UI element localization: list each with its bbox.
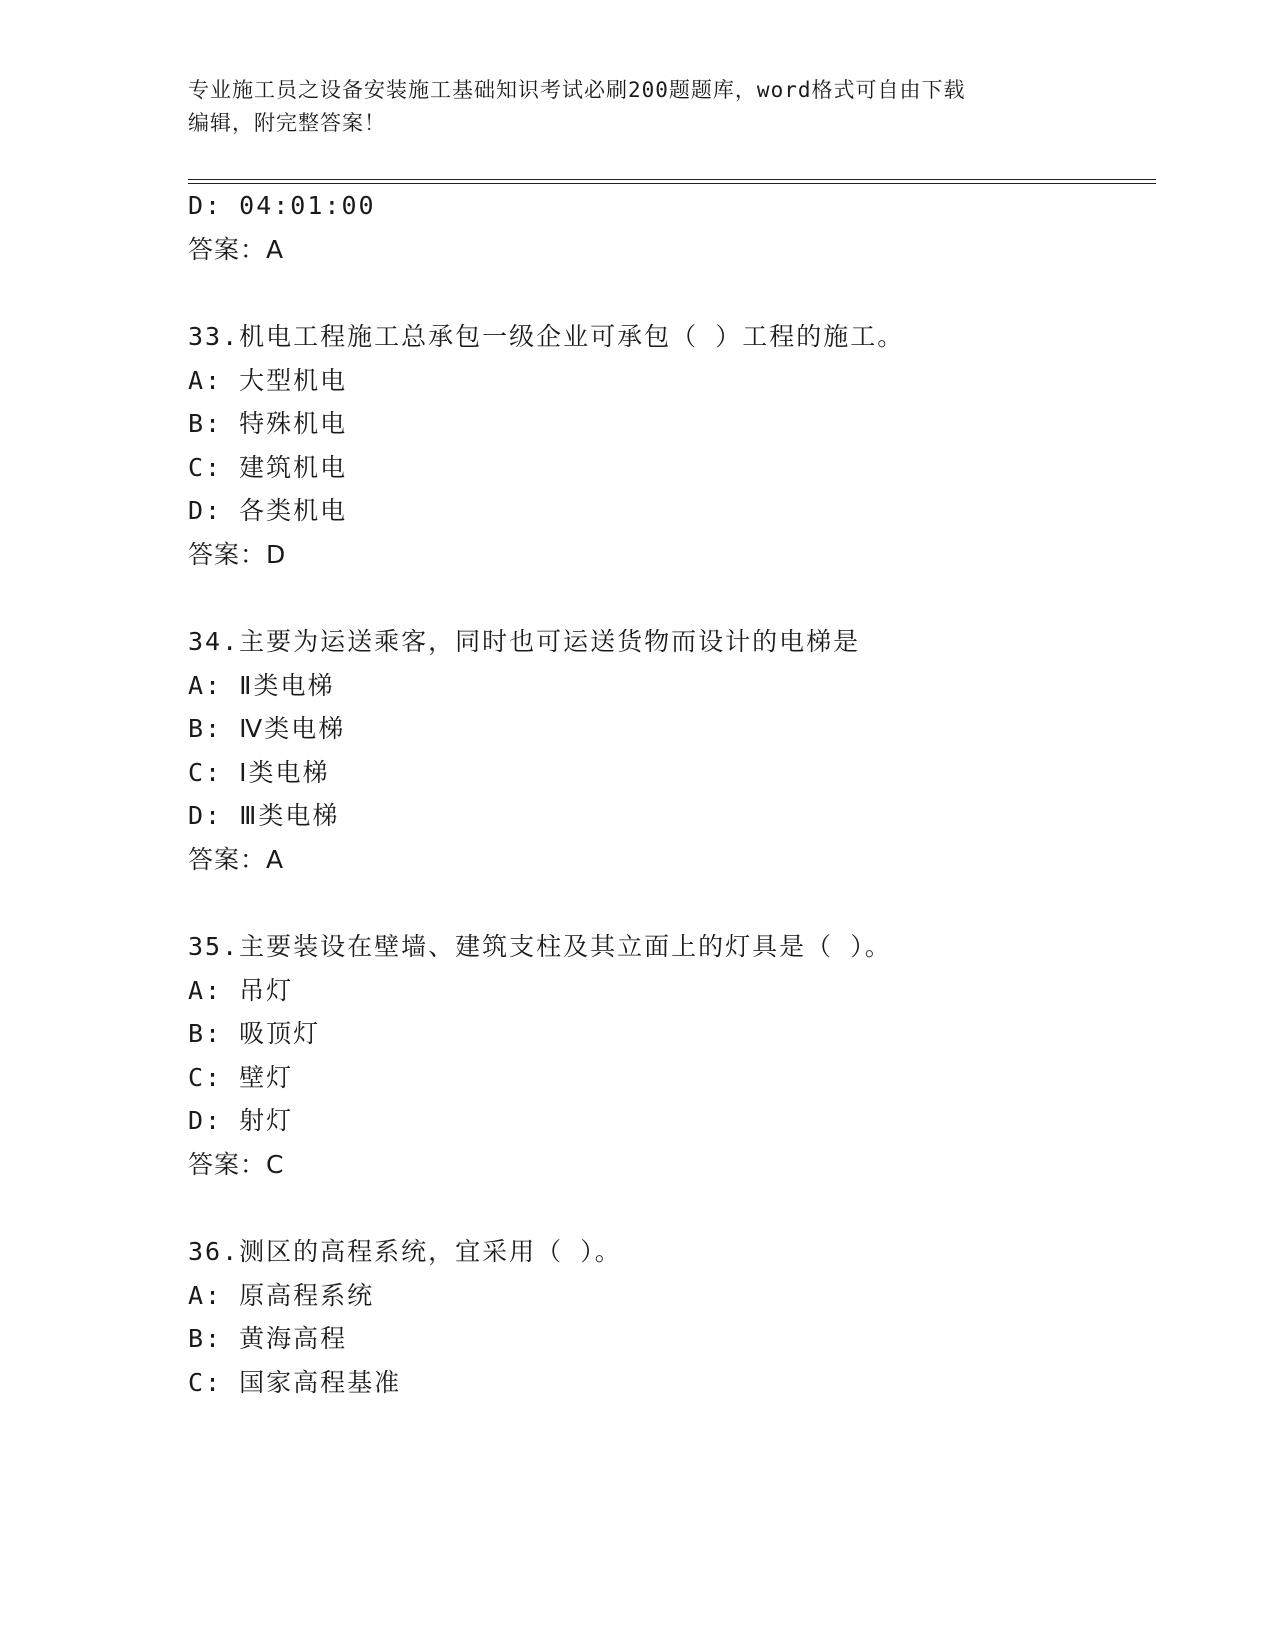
q36-option-a: A: 原高程系统 [188, 1281, 375, 1310]
q35-stem: 35.主要装设在壁墙、建筑支柱及其立面上的灯具是（ ）。 [188, 932, 892, 961]
q35-answer: 答案：C [188, 1150, 285, 1179]
q36-option-c: C: 国家高程基准 [188, 1368, 402, 1397]
q33-option-d: D: 各类机电 [188, 496, 348, 525]
document-header [188, 74, 1068, 140]
header-divider-top [188, 179, 1156, 180]
q36-option-b: B: 黄海高程 [188, 1324, 348, 1353]
q33-stem: 33.机电工程施工总承包一级企业可承包（ ）工程的施工。 [188, 322, 905, 351]
q36-stem: 36.测区的高程系统，宜采用（ ）。 [188, 1237, 622, 1266]
header-title-line-1: 专业施工员之设备安装施工基础知识考试必刷200题题库，word格式可自由下载 [188, 78, 966, 102]
q32-answer: 答案：A [188, 235, 285, 264]
q33-option-a: A: 大型机电 [188, 366, 348, 395]
q34-option-b: B: Ⅳ类电梯 [188, 714, 346, 743]
q33-option-c: C: 建筑机电 [188, 453, 348, 482]
header-title-line-2: 编辑，附完整答案！ [188, 111, 386, 135]
q35-option-b: B: 吸顶灯 [188, 1019, 321, 1048]
q34-answer: 答案：A [188, 845, 285, 874]
q33-answer: 答案：D [188, 540, 287, 569]
q34-option-c: C: Ⅰ类电梯 [188, 758, 330, 787]
q33-option-b: B: 特殊机电 [188, 409, 348, 438]
q35-option-c: C: 壁灯 [188, 1063, 294, 1092]
q35-option-a: A: 吊灯 [188, 976, 294, 1005]
q32-option-d: D: 04:01:00 [188, 191, 376, 220]
q34-stem: 34.主要为运送乘客，同时也可运送货物而设计的电梯是 [188, 627, 861, 656]
q34-option-d: D: Ⅲ类电梯 [188, 801, 340, 830]
q35-option-d: D: 射灯 [188, 1106, 294, 1135]
header-divider-bottom [188, 183, 1156, 184]
q34-option-a: A: Ⅱ类电梯 [188, 671, 335, 700]
